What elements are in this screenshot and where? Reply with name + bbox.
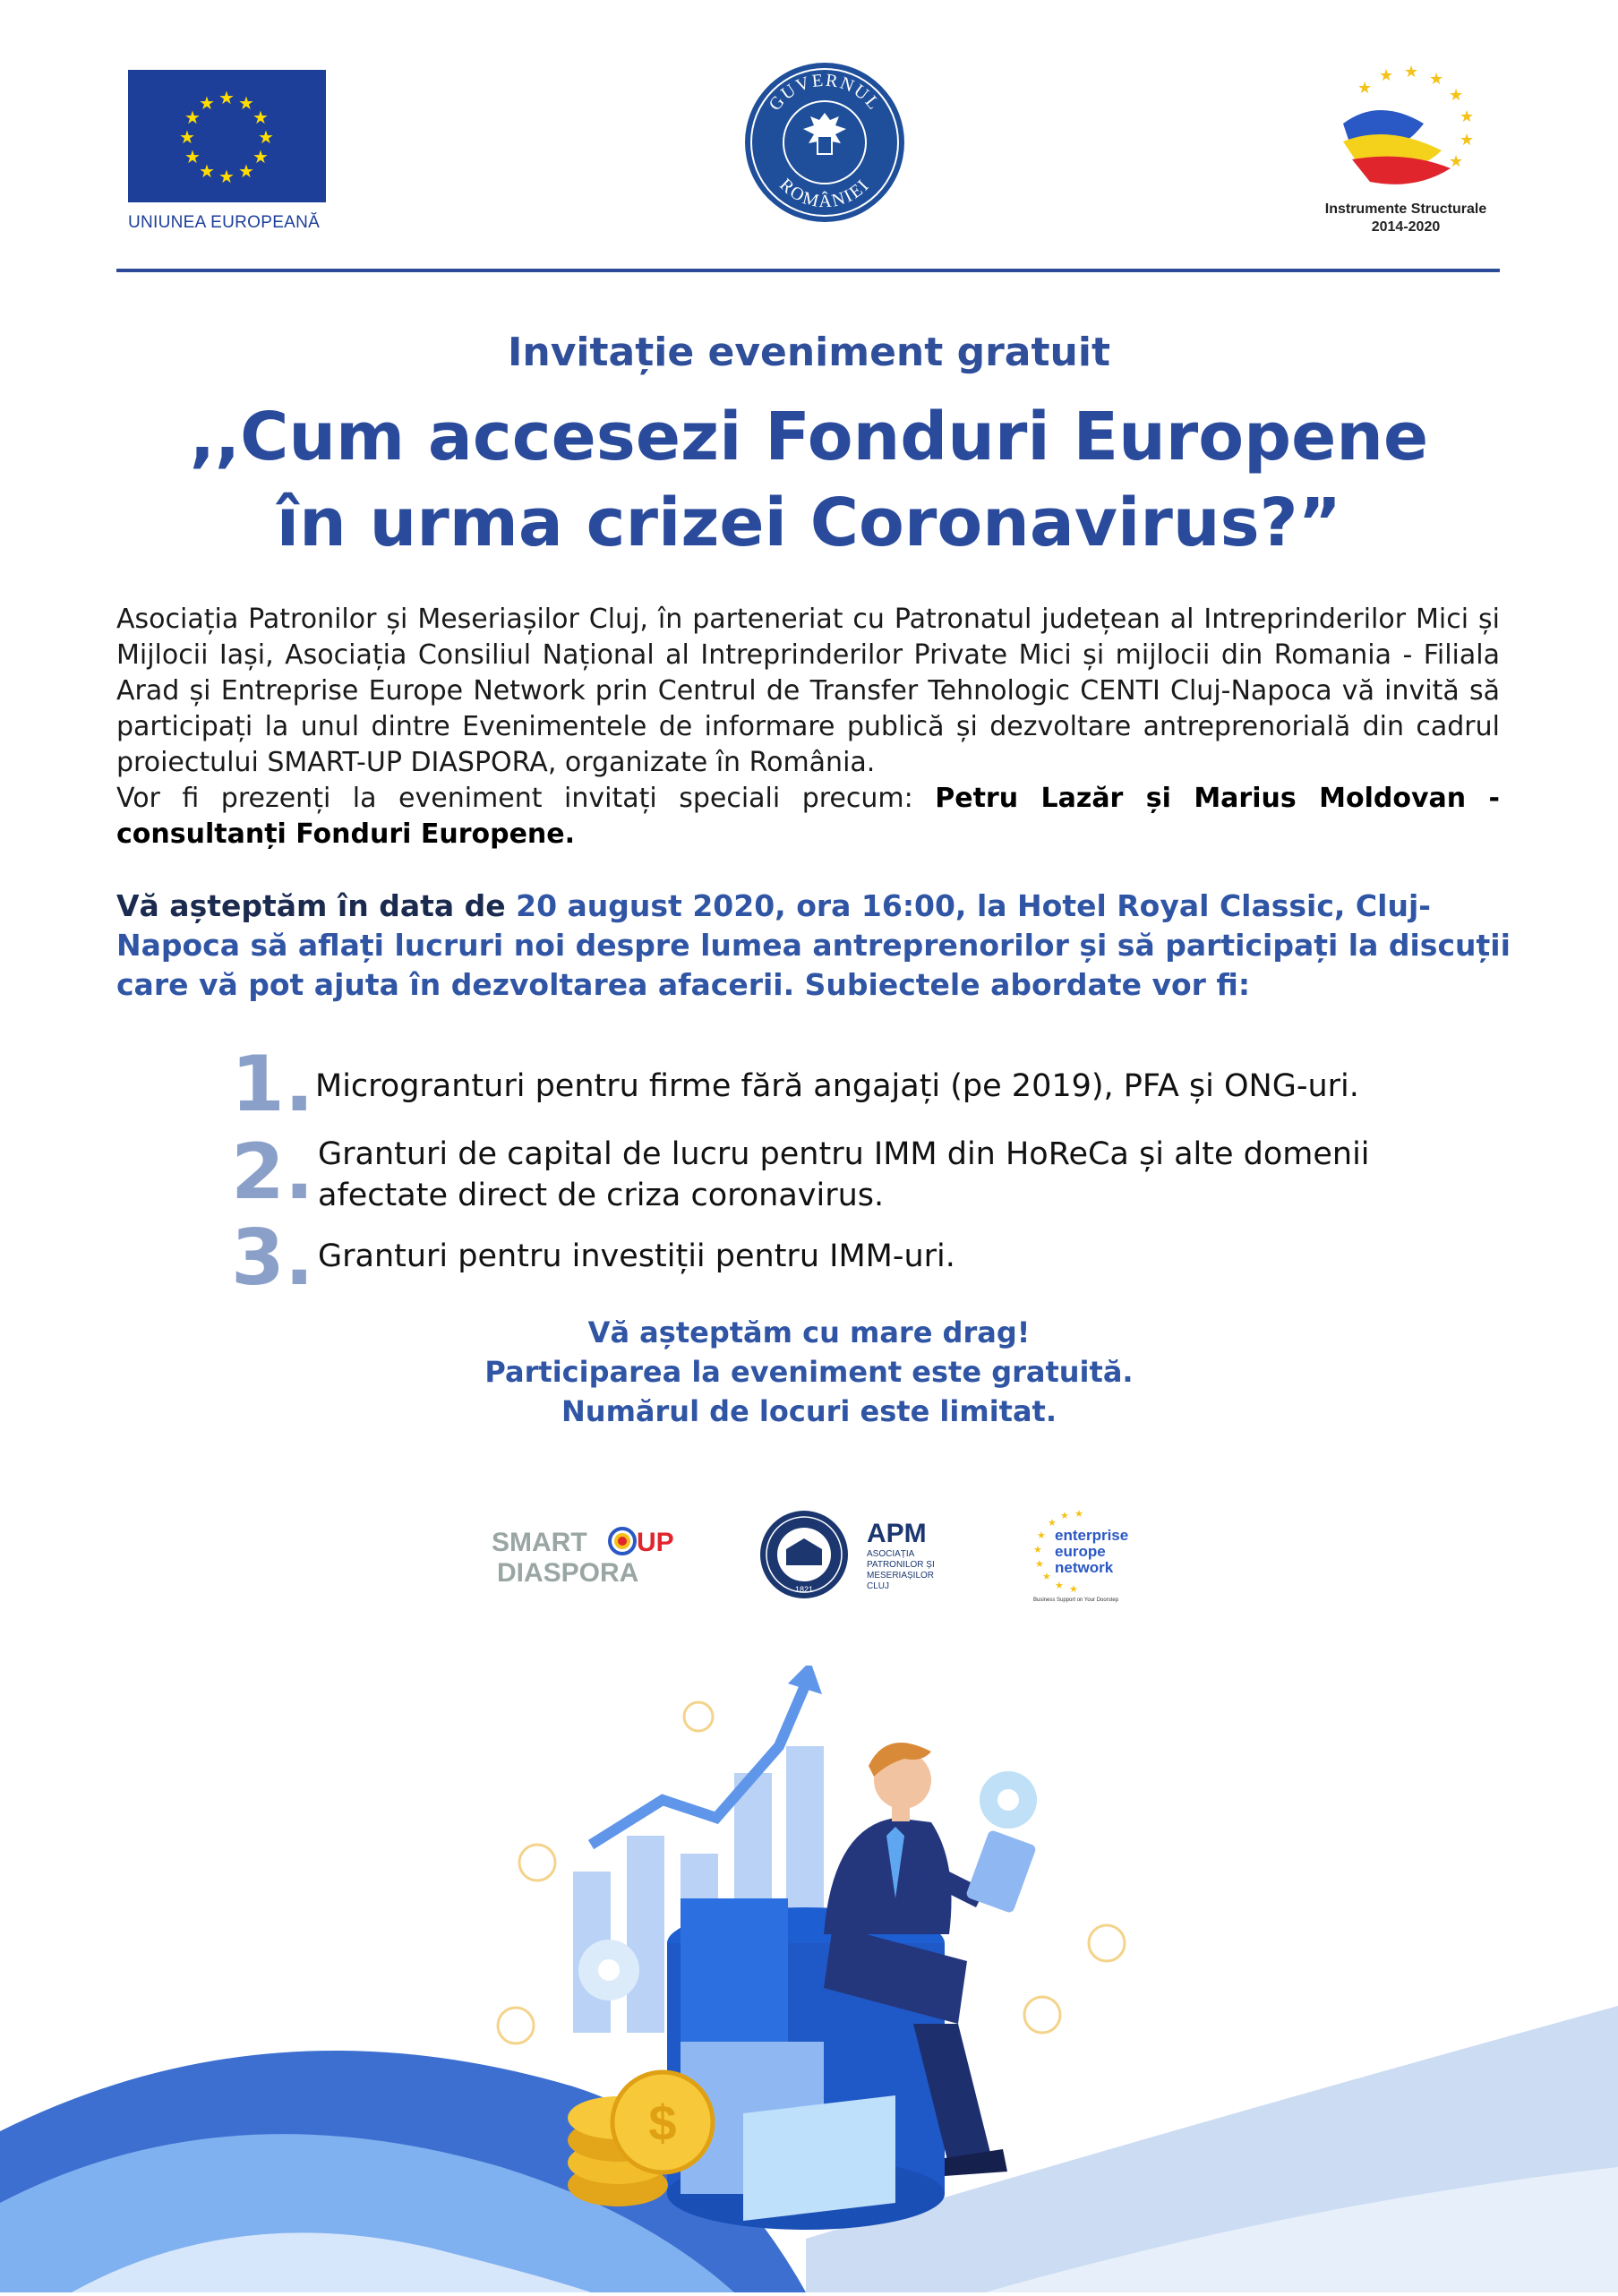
structural-label-line2: 2014-2020 <box>1371 219 1441 235</box>
topic-item: Granturi de capital de lucru pentru IMM din HoReCa și alte domenii afectate direct de criza coronavirus. <box>318 1136 1370 1213</box>
closing-line3: Numărul de locuri este limitat. <box>561 1394 1057 1428</box>
apm-line2: PATRONILOR ȘI <box>867 1560 935 1570</box>
svg-text:★: ★ <box>199 92 215 114</box>
dollar-coin-icon <box>498 2008 534 2043</box>
guests-prefix: Vor fi prezenți la eveniment invitați speciali precum: <box>116 783 936 814</box>
svg-text:★: ★ <box>1055 1580 1064 1591</box>
government-seal-logo <box>743 61 906 224</box>
eu-stars-icon <box>128 70 326 202</box>
svg-text:★: ★ <box>218 87 235 108</box>
svg-text:★: ★ <box>179 126 195 148</box>
dollar-coin-icon <box>1089 1925 1125 1961</box>
svg-text:★: ★ <box>1060 1510 1069 1521</box>
svg-text:★: ★ <box>258 126 274 148</box>
intro-guests <box>116 781 1500 852</box>
seal-text-top: GUVERNUL <box>765 70 885 115</box>
dollar-coin-icon <box>1024 1997 1060 2033</box>
apm-abbr: APM <box>867 1519 927 1548</box>
enterprise-europe-network-logo <box>1030 1508 1164 1605</box>
structural-instruments-logo <box>1325 61 1486 195</box>
intro-paragraph: Asociația Patronilor și Meseriașilor Cluj, în parteneriat cu Patronatul județean al Intreprinderilor Mici și Mijlocii Iași, Asociația Consiliul Național al Intreprinderilor Private Mici și mijlocii din Romania - Filiala Arad și Entreprise Europe Network prin Centrul de Transfer Tehnologic CENTI Cluj-Napoca vă invită să participați la unul dintre Evenimentele de informare publică și dezvoltare antreprenorială din cadrul proiectului SMART-UP DIASPORA, organizate în România. <box>116 604 1500 778</box>
apm-logo <box>759 1510 983 1599</box>
svg-text:★: ★ <box>1429 70 1444 89</box>
seal-text-bottom: ROMÂNIEI <box>775 175 874 212</box>
een-tagline: Business Support on Your Doorstep <box>1033 1598 1119 1603</box>
svg-text:★: ★ <box>1069 1583 1078 1595</box>
svg-text:★: ★ <box>1033 1544 1042 1555</box>
eu-flag-logo <box>128 70 326 202</box>
trend-arrow <box>591 1683 806 1845</box>
header-divider <box>116 269 1500 272</box>
event-title-line2: în urma crizei Coronavirus?” <box>276 484 1342 561</box>
closing-line1: Vă așteptăm cu mare drag! <box>587 1315 1031 1349</box>
svg-text:★: ★ <box>238 92 254 114</box>
apm-line3: MESERIAȘILOR <box>867 1571 935 1581</box>
apm-line1: ASOCIAȚIA <box>867 1549 915 1559</box>
svg-text:★: ★ <box>1449 86 1464 105</box>
event-title-line1: ,,Cum accesezi Fonduri Europene <box>189 398 1429 475</box>
smart-up-diaspora-logo <box>488 1522 703 1587</box>
topic-number: 3. <box>231 1213 314 1303</box>
svg-text:★: ★ <box>184 146 201 167</box>
closing-text <box>0 1313 1618 1431</box>
svg-text:★: ★ <box>218 166 235 187</box>
invite-prefix: Vă așteptăm în data de <box>116 888 517 923</box>
topic-number: 2. <box>231 1127 314 1217</box>
svg-text:★: ★ <box>1460 131 1475 150</box>
svg-text:★: ★ <box>1449 152 1464 171</box>
topic-item: Granturi pentru investiții pentru IMM-uri. <box>318 1238 955 1274</box>
svg-text:★: ★ <box>1404 63 1419 81</box>
invite-rest: să aflați lucruri noi despre lumea antreprenorilor și să participați la discuții care vă pot ajuta în dezvoltarea afacerii. Subiectele abordate vor fi: <box>116 928 1511 1002</box>
een-line3: network <box>1055 1559 1114 1576</box>
svg-text:★: ★ <box>1460 107 1475 126</box>
topic-item: Microgranturi pentru firme fără angajați (pe 2019), PFA și ONG-uri. <box>315 1068 1359 1104</box>
smart-text-a: SMART <box>492 1528 587 1557</box>
closing-line2: Participarea la eveniment este gratuită. <box>484 1355 1134 1389</box>
svg-text:★: ★ <box>1048 1517 1057 1529</box>
svg-text:★: ★ <box>1037 1529 1046 1541</box>
dollar-coin-icon <box>519 1845 555 1880</box>
business-growth-illustration <box>0 1666 1618 2292</box>
intro-text <box>116 602 1500 852</box>
dollar-coin-icon <box>684 1702 713 1731</box>
svg-text:★: ★ <box>238 160 254 182</box>
svg-text:★: ★ <box>1379 66 1394 85</box>
invite-text <box>116 887 1513 1005</box>
invite-details: 20 august 2020, ora 16:00, la Hotel Royal Classic, Cluj-Napoca <box>116 888 1431 963</box>
svg-text:★: ★ <box>184 107 201 128</box>
svg-text:★: ★ <box>253 107 269 128</box>
event-subtitle: Invitație eveniment gratuit <box>508 330 1110 375</box>
een-line2: europe <box>1055 1543 1106 1560</box>
svg-text:★: ★ <box>1074 1508 1083 1520</box>
svg-text:★: ★ <box>1035 1558 1044 1570</box>
topic-number: 1. <box>231 1040 314 1129</box>
event-title <box>0 394 1618 566</box>
smart-text-b: UP <box>637 1528 674 1557</box>
apm-year: 1821 <box>794 1585 814 1594</box>
apm-line4: CLUJ <box>867 1581 890 1591</box>
structural-instruments-label <box>1289 201 1522 236</box>
smart-text-c: DIASPORA <box>497 1558 639 1587</box>
structural-label-line1: Instrumente Structurale <box>1324 201 1487 217</box>
guests-names: Petru Lazăr și Marius Moldovan - consultanți Fonduri Europene. <box>116 783 1500 850</box>
svg-text:★: ★ <box>253 146 269 167</box>
svg-text:★: ★ <box>1357 79 1373 98</box>
svg-text:★: ★ <box>1042 1571 1051 1582</box>
een-line1: enterprise <box>1055 1527 1129 1544</box>
svg-text:★: ★ <box>199 160 215 182</box>
svg-text:$: $ <box>648 2095 677 2151</box>
eu-label: UNIUNEA EUROPEANĂ <box>128 213 321 232</box>
